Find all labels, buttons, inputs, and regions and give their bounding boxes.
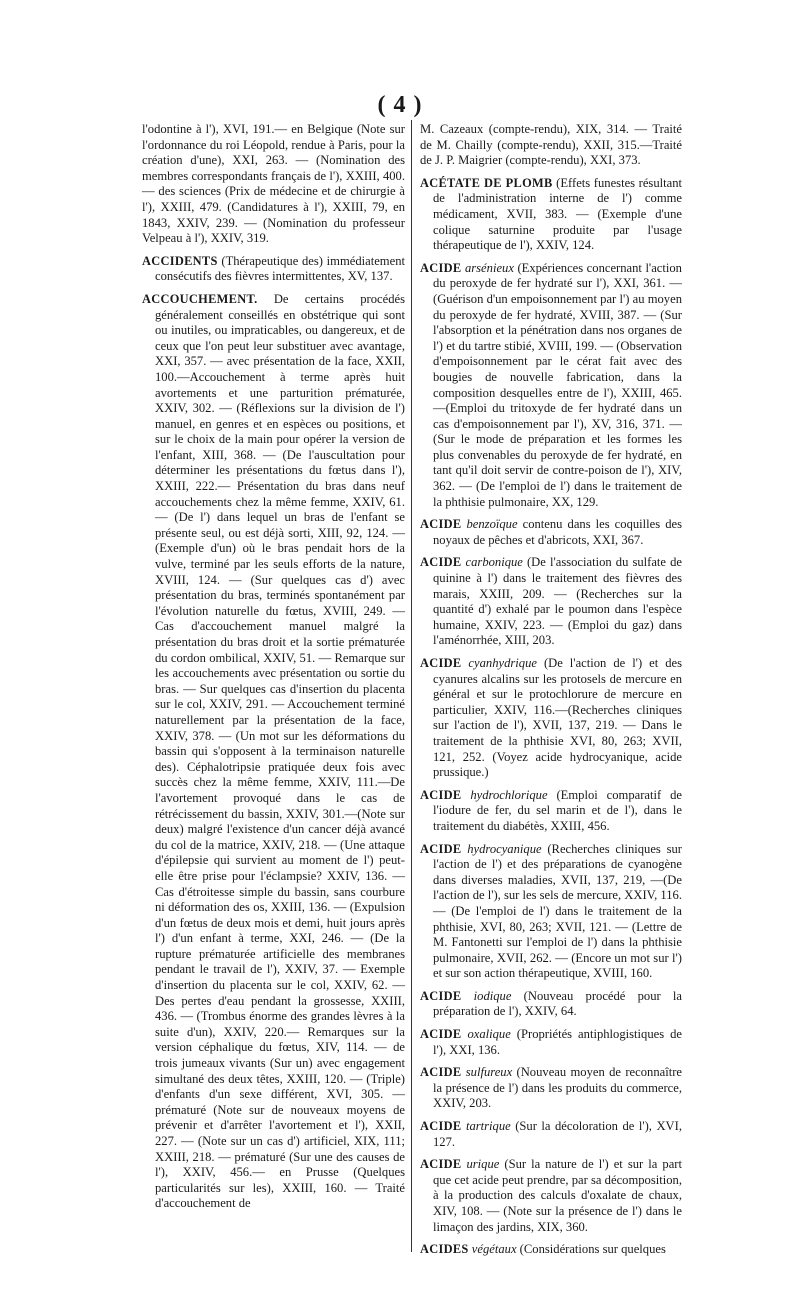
entry-text: De certains procédés généralement conseillés en obstétrique qui sont ou inutiles, ou impraticables, ou dangereux, et de ceux que l'on peut leur substituer avec avantage, XXI, 357. — avec présentation de la face, XXII, 100.—Accouchement à terme après huit avortements et une parturition prématurée, XXIV, 302. — (Réflexions sur la division de l') manuel, en genres et en espèces ou positions, et sur le choix de la main pour opérer la version de l'enfant, XIII, 368. — (De l'auscultation pour déterminer les présentations du fœtus dans l'), XXIII, 222.— Présentation du bras dans neuf accouchements chez la même femme, XXIV, 61. — (De l') dans lequel un bras de l'enfant se présente seul, ou est déjà sorti, XIII, 92, 124. — (Exemple d'un) où le bras pendait hors de la vulve, terminé par les seuls efforts de la nature, XVIII, 124. — (Sur quelques cas d') avec présentation du bras, terminés spontanément par l'évolution naturelle du fœtus, XVIII, 249. — Cas d'accouchement manuel malgré la présentation du bras droit et la sortie prématurée du cordon ombilical, XXIV, 51. — Remarque sur les accouchements avec présentation ou sortie du bras. — Sur quelques cas d'insertion du placenta sur le col, XXIV, 291. — Accouchement terminé naturellement par la présentation de la face, XXIV, 378. — (Un mot sur les déformations du bassin qui s'opposent à la terminaison naturelle des). Céphalotripsie pratiquée deux fois avec succès chez la même femme, XXIV, 111.—De l'avortement provoqué dans le cas de rétrécissement du bassin, XXIV, 301.—(Note sur deux) malgré l'existence d'un cancer déjà avancé du col de la matrice, XXIV, 218. — (Une attaque d'épilepsie qui survient au moment de l') peut-elle être prise pour l'éclampsie? XXIV, 136. — Cas d'étroitesse simple du bassin, sans courbure ni déformation des os, XXIII, 136. — (Expulsion d'un fœtus de deux mois et demi, huit jours après l') d'un enfant à terme, XXI, 246. — (De la rupture prématurée artificielle des membranes pendant le travail de l'), XXIV, 37. — Exemple d'insertion du placenta sur le col, XXIV, 62. — Des pertes d'eau pendant la grossesse, XXIII, 436. — (Trombus énorme des grandes lèvres à la suite d'un), XXIV, 220.— Remarques sur la version céphalique du fœtus, XIV, 114. — de trois jumeaux vivants (Sur un) avec engagement simultané des deux têtes, XXIII, 120. — (Triple) d'enfants d'un sexe différent, XVI, 305. — prématuré (Note sur de nouveaux moyens de prévenir et d'arrêter l'avortement et l'), XXII, 227. — (Note sur un cas d') artificiel, XIX, 111; XXIII, 218. — prématuré (Sur une des causes de l'), XXIV, 456.— en Prusse (Quelques particularités sur les), XXIII, 160. — Traité d'accouchement de: [155, 291, 405, 1211]
page-number: ( 4 ): [377, 92, 423, 118]
entry-term: iodique: [473, 988, 512, 1003]
entry-text: (Recherches cliniques sur l'action de l') et des préparations de cyanogène dans diverses maladies, XVII, 137, 219, —(De l'action de l'), sur les sels de mercure, XXIV, 116. — (De l'emploi de l') dans le traitement de la phthisie, XVI, 80, 263; XVII, 121. — (Lettre de M. Fantonetti sur l'emploi de l') dans la phthisie pulmonaire, XVII, 262. — (Encore un mot sur l') et sur son action thérapeutique, XVIII, 160.: [433, 841, 683, 981]
entry-text: M. Cazeaux (compte-rendu), XIX, 314. — Traité de M. Chailly (compte-rendu), XXII, 315.—Traité de J. P. Maigrier (compte-rendu), XXI, 373.: [420, 122, 682, 168]
entry-term: hydrochlorique: [470, 787, 548, 802]
entry-term: carbonique: [465, 555, 523, 570]
entry-term: oxalique: [467, 1027, 511, 1042]
entry-term: hydrocyanique: [467, 841, 542, 856]
entry-text: (Sur la nature de l') et sur la part que cet acide peut prendre, par sa décomposition, à la production des calculs d'oxalate de chaux, XIV, 108. — (Note sur la présence de l') dans le limaçon des jardins, XIX, 360.: [433, 1157, 682, 1234]
entry-heading: ACIDE: [420, 1119, 462, 1134]
entry-term: tartrique: [465, 1119, 511, 1134]
index-entry: [420, 176, 682, 254]
entry-text: (De l'action de l') et des cyanures alcalins sur les protosels de mercure en général et sur le protochlorure de mercure en particulier, XXIV, 116.—(Recherches cliniques sur l'action de l'), XVII, 137, 219. — Dans le traitement de la phthisie XVI, 80, 263; XVII, 121, 252. (Voyez acide hydrocyanique, acide prussique.): [433, 656, 682, 780]
index-entry: [420, 261, 682, 511]
entry-heading: ACÉTATE DE PLOMB: [420, 175, 553, 190]
entry-text: (Emploi comparatif de l'iodure de fer, du sel marin et de l'), dans le traitement du diabétès, XXIII, 456.: [433, 787, 682, 833]
entry-heading: ACCIDENTS: [142, 253, 218, 268]
index-entry: [142, 254, 405, 285]
entry-heading: ACIDE: [420, 260, 462, 275]
right-column: [420, 122, 682, 1265]
entry-term: sulfureux: [465, 1065, 513, 1080]
entry-text: (Propriétés antiphlogistiques de l'), XXI, 136.: [433, 1027, 682, 1057]
entry-term: urique: [466, 1157, 500, 1172]
index-entry: [420, 842, 682, 982]
entry-text: (Considérations sur quelques: [516, 1242, 666, 1257]
entry-term: végétaux: [471, 1242, 517, 1257]
entry-heading: ACIDE: [420, 787, 462, 802]
index-entry: [420, 1027, 682, 1058]
left-column: [142, 122, 405, 1219]
entry-heading: ACIDE: [420, 656, 462, 670]
index-entry: [420, 517, 682, 548]
entry-term: arsénieux: [464, 260, 514, 275]
entry-text: (Thérapeutique des) immédiatement consécutifs des fièvres intermittentes, XV, 137.: [155, 253, 405, 284]
entry-heading: ACIDE: [420, 1065, 462, 1080]
index-entry: [420, 1242, 682, 1258]
entry-text: (De l'association du sulfate de quinine à l') dans le traitement des fièvres des marais, XXIII, 209. — (Recherches sur la quantité d') exhalé par le poumon dans l'espèce humaine, XXIV, 223. — (Emploi du gaz) dans l'aménorrhée, XIII, 203.: [433, 555, 682, 648]
index-entry: [142, 292, 405, 1212]
entry-text: (Expériences concernant l'action du peroxyde de fer hydraté sur l'), XXI, 361. — (Guérison d'un empoisonnement par l') au moyen du peroxyde de fer hydraté, XVIII, 387. — (Sur l'absorption et la pénétration dans nos organes de l') et du tartre stibié, XVIII, 199. — (Observation d'empoisonnement par le cérat fait avec des bougies de nouvelle fabrication, dans la composition desquelles entre de l'), XXIII, 465.—(Emploi du tritoxyde de fer hydraté dans un cas d'empoisonnement par l'), XV, 316, 371. — (Sur le mode de préparation et les formes les plus convenables du peroxyde de fer hydraté, en tant qu'il doit servir de contre-poison de l'), XIV, 362. — (De l'emploi de l') dans le traitement de la phthisie pulmonaire, XX, 129.: [433, 260, 682, 509]
entry-text: l'odontine à l'), XVI, 191.— en Belgique (Note sur l'ordonnance du roi Léopold, rendue à Paris, pour la création d'une), XXI, 263. — (Nomination des membres correspondants français de l'), XXIII, 400.— des sciences (Prix de médecine et de chirurgie à l'), XXIII, 479. (Candidatures à l'), XXIII, 79, en 1843, XXIV, 239. — (Nomination du professeur Velpeau à l'), XXIV, 319.: [142, 122, 405, 246]
index-entry: [420, 122, 682, 169]
entry-text: (Nouveau moyen de reconnaître la présence de l') dans les produits du commerce, XXIV, 203.: [433, 1065, 682, 1111]
entry-heading: ACIDE: [420, 555, 462, 570]
index-entry: [420, 1065, 682, 1112]
entry-heading: ACIDE: [420, 1157, 462, 1172]
index-entry: [420, 788, 682, 835]
index-entry: [142, 122, 405, 247]
entry-heading: ACIDE: [420, 988, 462, 1003]
entry-text: (Sur la décoloration de l'), XVI, 127.: [433, 1119, 682, 1149]
entry-text: contenu dans les coquilles des noyaux de pêches et d'abricots, XXI, 367.: [433, 517, 682, 547]
entry-heading: ACIDE: [420, 841, 462, 856]
column-divider: [411, 120, 412, 1252]
entry-text: (Effets funestes résultant de l'administration interne de l') comme médicament, XVII, 383. — (Exemple d'une colique saturnine produite par l'usage thérapeutique de l'), XXIV, 124.: [433, 175, 683, 253]
index-entry: [420, 989, 682, 1020]
entry-heading: ACCOUCHEMENT.: [142, 291, 258, 306]
index-entry: [420, 555, 682, 649]
index-entry: [420, 656, 682, 781]
entry-term: benzoïque: [466, 517, 518, 532]
index-entry: [420, 1119, 682, 1150]
entry-heading: ACIDES: [420, 1242, 469, 1257]
entry-heading: ACIDE: [420, 1027, 462, 1042]
entry-term: cyanhydrique: [468, 656, 537, 670]
entry-heading: ACIDE: [420, 517, 462, 532]
index-entry: [420, 1157, 682, 1235]
entry-text: (Nouveau procédé pour la préparation de l'), XXIV, 64.: [433, 988, 682, 1019]
